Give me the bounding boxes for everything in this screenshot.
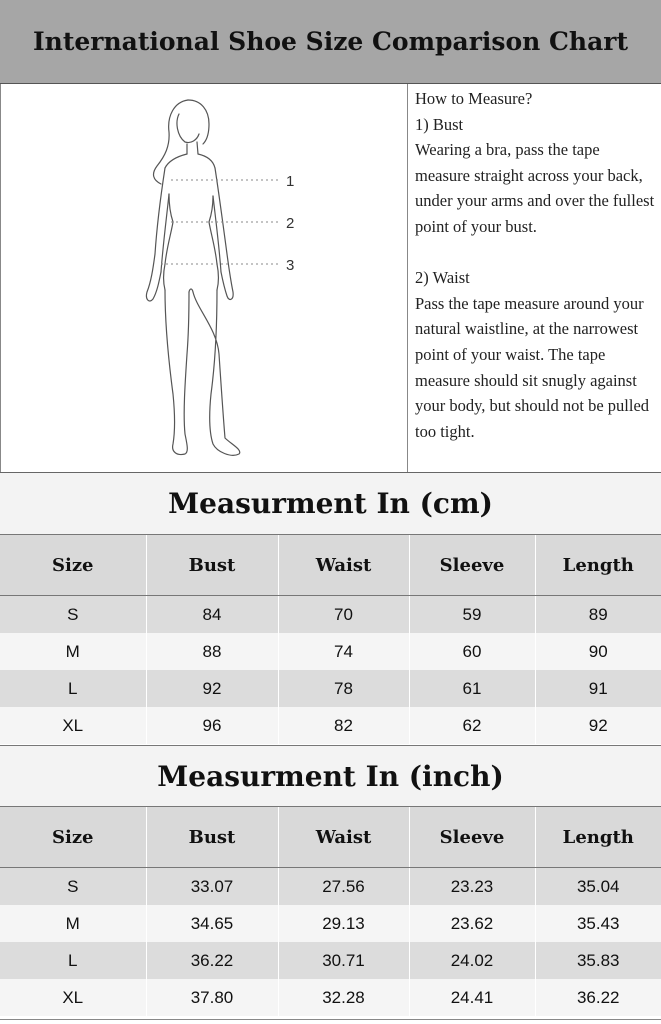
- col-header-sleeve: Sleeve: [409, 807, 535, 868]
- col-header-sleeve: Sleeve: [409, 535, 535, 596]
- table-row: [0, 905, 661, 942]
- figure-label-1: 1: [286, 173, 295, 190]
- col-header-size: Size: [0, 535, 146, 596]
- cell-bust: 34.65: [146, 905, 278, 942]
- cell-bust: 84: [146, 596, 278, 634]
- cell-waist: 30.71: [278, 942, 409, 979]
- cm-size-table: [0, 535, 661, 744]
- cell-waist: 78: [278, 670, 409, 707]
- cell-size: L: [0, 670, 146, 707]
- table-row: [0, 979, 661, 1016]
- chart-header: [0, 0, 661, 84]
- table-row: [0, 868, 661, 906]
- cell-length: 90: [535, 633, 661, 670]
- cell-size: L: [0, 942, 146, 979]
- waist-title: 2) Waist: [415, 268, 470, 288]
- figure-label-3: 3: [286, 257, 295, 274]
- cell-waist: 82: [278, 707, 409, 744]
- cell-sleeve: 23.62: [409, 905, 535, 942]
- inch-table-title: Measurment In (inch): [157, 759, 504, 793]
- table-row: [0, 942, 661, 979]
- cell-sleeve: 23.23: [409, 868, 535, 906]
- figure-cell: [0, 84, 408, 472]
- cell-bust: 36.22: [146, 942, 278, 979]
- cm-section-title: [0, 473, 661, 535]
- cell-size: M: [0, 905, 146, 942]
- how-to-heading: How to Measure?: [415, 89, 533, 108]
- cell-bust: 92: [146, 670, 278, 707]
- cell-waist: 29.13: [278, 905, 409, 942]
- cell-bust: 37.80: [146, 979, 278, 1016]
- table-header-row: [0, 535, 661, 596]
- col-header-bust: Bust: [146, 807, 278, 868]
- cell-sleeve: 62: [409, 707, 535, 744]
- bust-instructions: Wearing a bra, pass the tape measure straight across your back, under your arms and over the fullest point of your bust.: [415, 140, 655, 236]
- cell-sleeve: 24.41: [409, 979, 535, 1016]
- measure-info-section: [0, 84, 661, 473]
- cell-size: S: [0, 596, 146, 634]
- col-header-length: Length: [535, 535, 661, 596]
- waist-instructions: Pass the tape measure around your natural waistline, at the narrowest point of your waist. The tape measure should sit snugly against your body, but should not be pulled too tight.: [415, 293, 650, 441]
- cell-bust: 33.07: [146, 868, 278, 906]
- page-title: International Shoe Size Comparison Chart: [32, 27, 629, 56]
- col-header-length: Length: [535, 807, 661, 868]
- cell-waist: 32.28: [278, 979, 409, 1016]
- cell-bust: 96: [146, 707, 278, 744]
- figure-label-2: 2: [286, 215, 295, 232]
- cell-length: 36.22: [535, 979, 661, 1016]
- cell-size: M: [0, 633, 146, 670]
- cell-sleeve: 61: [409, 670, 535, 707]
- table-row: [0, 707, 661, 744]
- cell-length: 91: [535, 670, 661, 707]
- col-header-waist: Waist: [278, 807, 409, 868]
- cm-table-title: Measurment In (cm): [168, 487, 493, 520]
- cell-size: XL: [0, 707, 146, 744]
- cell-waist: 74: [278, 633, 409, 670]
- body-outline-figure: [131, 94, 311, 464]
- cell-waist: 27.56: [278, 868, 409, 906]
- paragraph-spacer: [415, 240, 657, 266]
- col-header-size: Size: [0, 807, 146, 868]
- cell-length: 89: [535, 596, 661, 634]
- cell-sleeve: 24.02: [409, 942, 535, 979]
- table-row: [0, 596, 661, 634]
- inch-section-title: [0, 745, 661, 807]
- cell-waist: 70: [278, 596, 409, 634]
- cell-length: 92: [535, 707, 661, 744]
- inch-size-table: [0, 807, 661, 1016]
- col-header-bust: Bust: [146, 535, 278, 596]
- cell-length: 35.83: [535, 942, 661, 979]
- bust-title: 1) Bust: [415, 114, 464, 134]
- cell-size: XL: [0, 979, 146, 1016]
- bottom-divider: [0, 1019, 661, 1020]
- table-header-row: [0, 807, 661, 868]
- cell-bust: 88: [146, 633, 278, 670]
- table-row: [0, 633, 661, 670]
- table-row: [0, 670, 661, 707]
- cell-sleeve: 60: [409, 633, 535, 670]
- cell-size: S: [0, 868, 146, 906]
- how-to-measure-text: [415, 86, 657, 444]
- cell-length: 35.04: [535, 868, 661, 906]
- col-header-waist: Waist: [278, 535, 409, 596]
- cell-length: 35.43: [535, 905, 661, 942]
- cell-sleeve: 59: [409, 596, 535, 634]
